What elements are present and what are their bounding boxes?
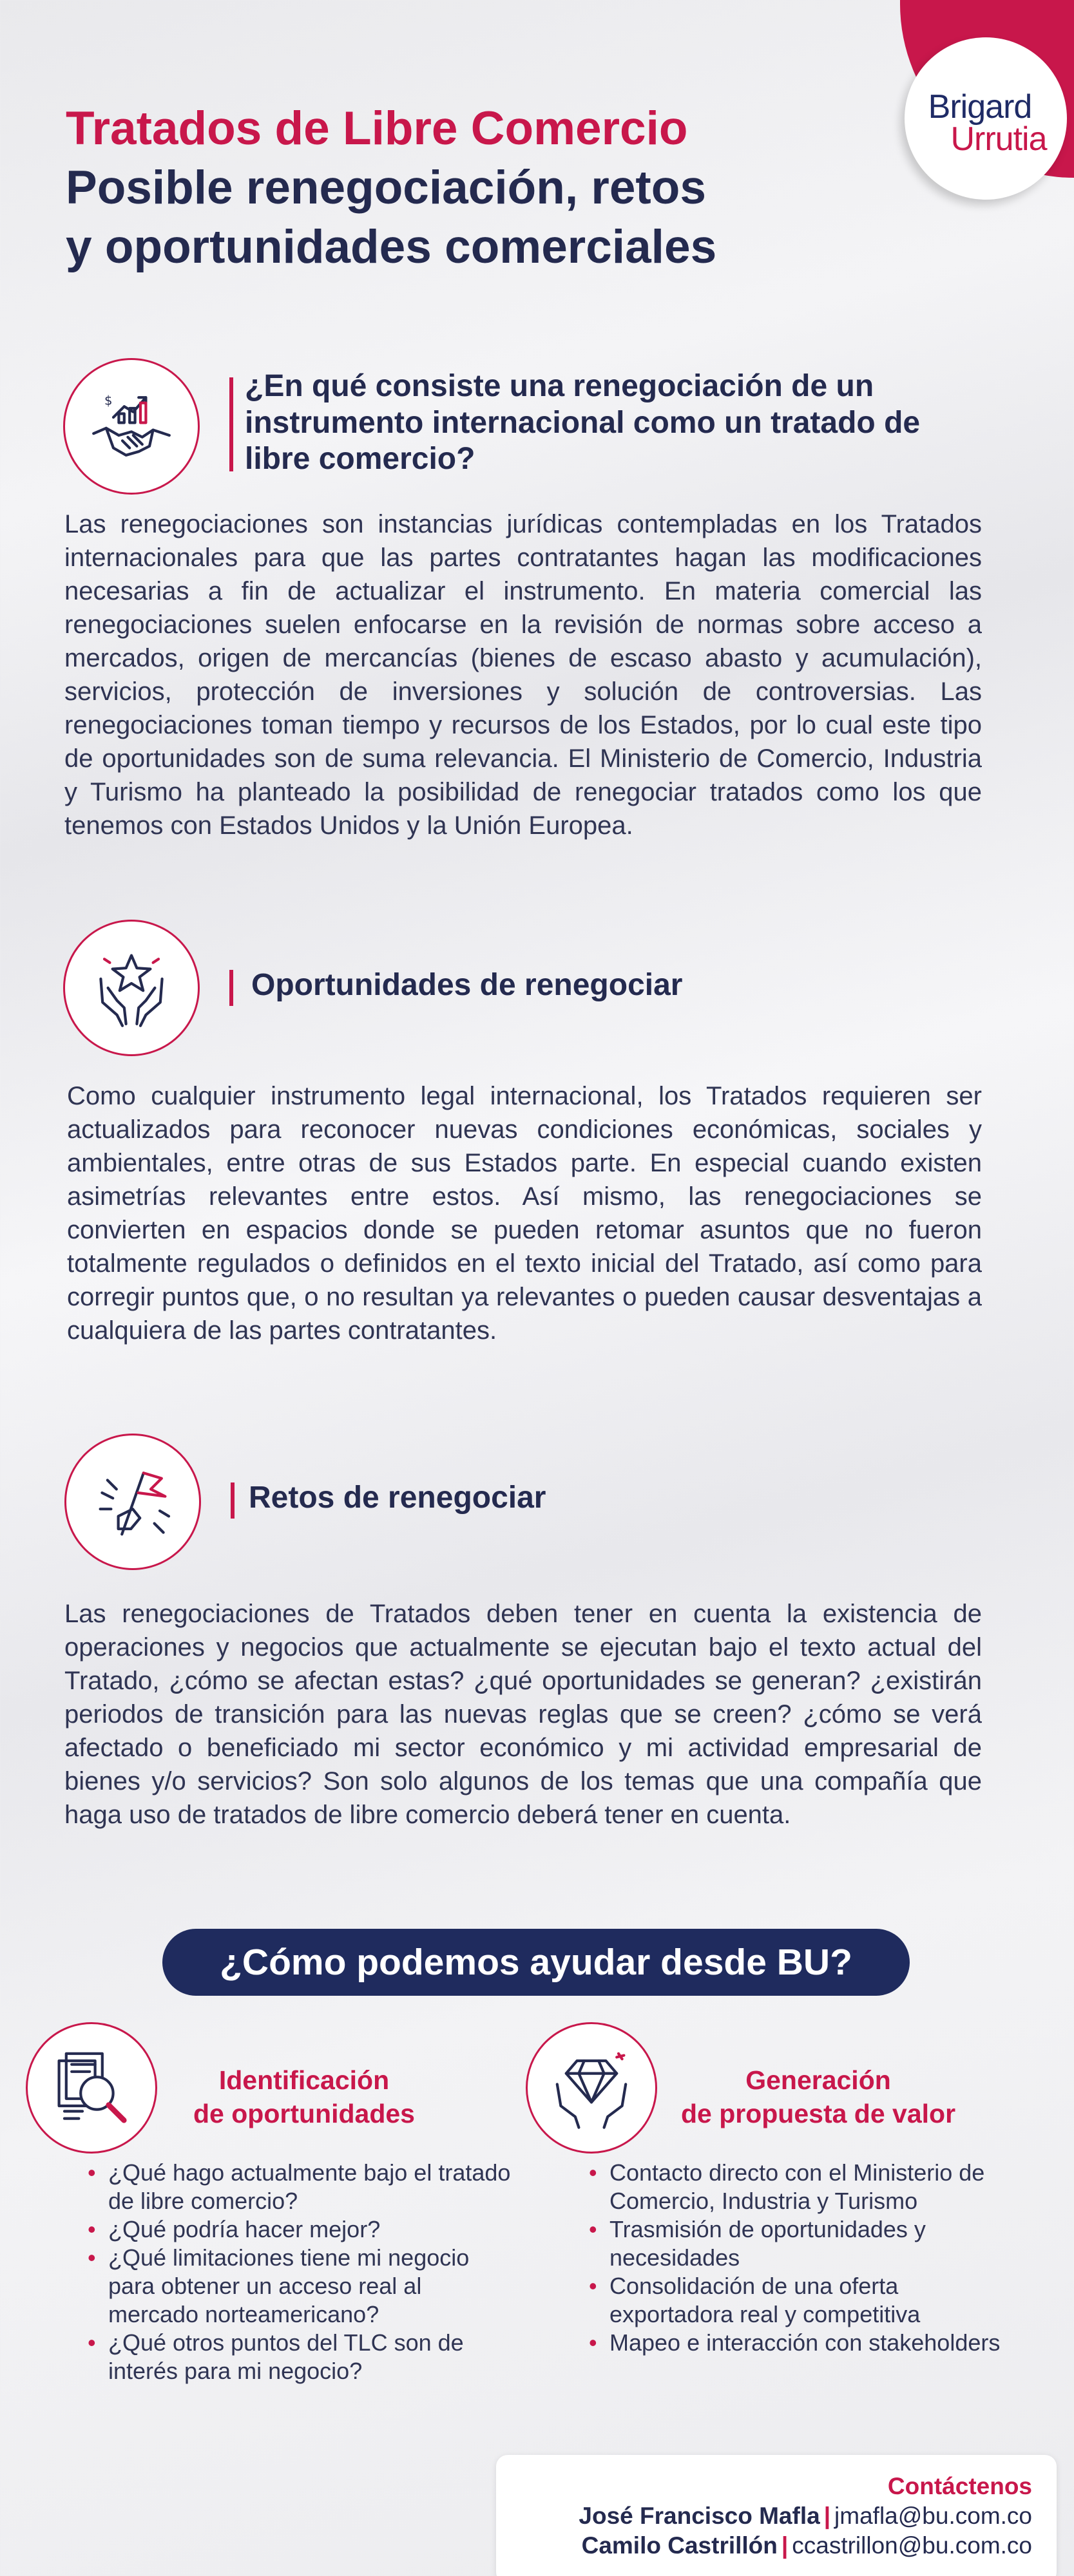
page-title: Tratados de Libre Comercio [66, 102, 688, 155]
title-line: Generación [745, 2065, 891, 2095]
section-divider [229, 970, 233, 1006]
contact-email-link[interactable]: jmafla@bu.com.co [834, 2503, 1032, 2529]
logo-text-brigard: Brigard [928, 88, 1032, 126]
svg-text:$: $ [104, 393, 113, 408]
list-item: • Mapeo e interacción con stakeholders [589, 2329, 1027, 2357]
list-item: • Consolidación de una oferta exportadora real y competitiva [589, 2272, 1027, 2329]
list-item: • Contacto directo con el Ministerio de Comercio, Industria y Turismo [589, 2159, 1027, 2215]
title-line: de propuesta de valor [680, 2099, 956, 2128]
list-item: • ¿Qué podría hacer mejor? [88, 2215, 513, 2244]
contact-name: José Francisco Mafla [579, 2503, 820, 2529]
list-item: • ¿Qué otros puntos del TLC son de interés para mi negocio? [88, 2329, 513, 2385]
heading-line: ¿En qué consiste una renegociación de un [245, 369, 874, 403]
section-paragraph-challenges: Las renegociaciones de Tratados deben tener en cuenta la existencia de operaciones y negocios que actualmente se ejecutan bajo el texto actual del Tratado, ¿cómo se afectan estas? ¿qué oportunidades se generan? ¿existirán periodos de transición para las nuevas reglas que se creen? ¿cómo se verá afectado o beneficiado mi sector económico y mi actividad empresarial de bienes y/o servicios? Son solo algunos de los temas que una compañía que haga uso de tratados de libre comercio deberá tener en cuenta. [64, 1600, 982, 1829]
section-paragraph-renegotiation: Las renegociaciones son instancias jurídicas contempladas en los Tratados internacionales para que las partes contratantes hagan las modificaciones necesarias a fin de actualizar el instrumento. En materia comercial las renegociaciones suelen enfocarse en la revisión de normas sobre acceso a mercados, origen de mercancías (bienes de escaso abasto y acumulación), servicios, protección de inversiones y solución de controversias. Las renegociaciones toman tiempo y recursos de los Estados, por lo cual este tipo de oportunidades son de suma relevancia. El Ministerio de Comercio, Industria y Turismo ha planteado la posibilidad de renegociar tratados como los que tenemos con Estados Unidos y la Unión Europea. [64, 510, 982, 840]
help-title-pill: ¿Cómo podemos ayudar desde BU? [162, 1929, 910, 1996]
contact-separator: | [823, 2503, 831, 2529]
bullet-list-value-proposal [589, 2159, 1027, 2357]
page-subtitle-line-2: y oportunidades comerciales [66, 221, 717, 273]
section-paragraph-opportunities: Como cualquier instrumento legal internacional, los Tratados requieren ser actualizados para reconocer nuevas condiciones económicas, sociales y ambientales, entre otras de sus Estados parte. En especial cuando existen asimetrías relevantes entre estos. Así mismo, las renegociaciones se convierten en espacios donde se pueden retomar asuntos que no fueron totalmente regulados o definidos en el texto inicial del Tratado, así como para corregir puntos que, o no resultan ya relevantes o pueden causar desventajas a cualquiera de las partes contratantes. [67, 1082, 982, 1345]
contact-title: Contáctenos [887, 2473, 1032, 2499]
contact-row [509, 2503, 1032, 2530]
logo-text-urrutia: Urrutia [950, 120, 1047, 158]
section-heading-challenges: Retos de renegociar [249, 1481, 546, 1515]
heading-line: instrumento internacional como un tratado de [245, 405, 921, 440]
bullet-list-identification [88, 2159, 513, 2385]
hands-diamond-icon [526, 2022, 657, 2154]
list-item: • Trasmisión de oportunidades y necesidades [589, 2215, 1027, 2272]
contact-name: Camilo Castrillón [581, 2532, 778, 2559]
hands-star-icon [63, 920, 200, 1056]
contact-email-link[interactable]: ccastrillon@bu.com.co [792, 2532, 1032, 2559]
section-divider [229, 377, 233, 471]
contact-separator: | [781, 2532, 789, 2559]
column-title-value-proposal [664, 2063, 973, 2130]
title-line: de oportunidades [193, 2099, 415, 2128]
list-item: • ¿Qué hago actualmente bajo el tratado de libre comercio? [88, 2159, 513, 2215]
magnifier-docs-icon [26, 2022, 157, 2154]
contact-row [509, 2532, 1032, 2559]
section-divider [231, 1482, 235, 1519]
hand-flag-icon [64, 1434, 201, 1570]
handshake-growth-icon [63, 358, 200, 495]
section-heading-renegotiation [245, 368, 986, 478]
section-heading-opportunities: Oportunidades de renegociar [251, 968, 683, 1002]
column-title-identification [169, 2063, 439, 2130]
page-subtitle-line-1: Posible renegociación, retos [66, 162, 706, 214]
title-line: Identificación [218, 2065, 390, 2095]
list-item: • ¿Qué limitaciones tiene mi negocio para obtener un acceso real al mercado norteamericano? [88, 2244, 513, 2329]
heading-line: libre comercio? [245, 442, 475, 477]
